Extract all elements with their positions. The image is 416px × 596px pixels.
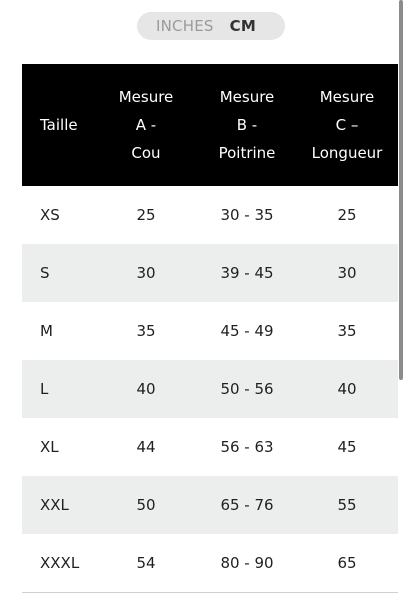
cell-size: L [22, 360, 94, 418]
cell-size: M [40, 322, 53, 340]
header-line: Mesure [118, 88, 174, 106]
cell-size: XS [40, 206, 60, 224]
size-chart-header [22, 64, 398, 186]
cell-measure-a: 50 [94, 476, 198, 534]
cell-measure-a: 30 [94, 244, 198, 302]
cell-measure-b: 39 - 45 [198, 244, 296, 302]
header-line: Mesure [219, 88, 275, 106]
table-row [22, 186, 398, 244]
table-row [22, 360, 398, 418]
unit-toggle[interactable] [137, 12, 285, 40]
cell-measure-b: 30 - 35 [220, 206, 274, 224]
cell-measure-c: 65 [337, 554, 357, 572]
cell-measure-c: 35 [337, 322, 357, 340]
size-chart-body [22, 186, 398, 592]
table-row [22, 476, 398, 534]
header-measure-c [296, 64, 398, 186]
cell-measure-b: 50 - 56 [198, 360, 296, 418]
header-measure-b [198, 64, 296, 186]
table-row [22, 418, 398, 476]
header-line: Cou [131, 144, 161, 162]
cell-size: XL [40, 438, 59, 456]
size-chart-table [22, 64, 398, 592]
header-size-line: Taille [40, 116, 78, 134]
header-row [22, 64, 398, 186]
header-line: B - [236, 116, 258, 134]
table-row [22, 302, 398, 360]
cell-size: XXXL [40, 554, 80, 572]
unit-option-inches[interactable]: INCHES [156, 17, 214, 35]
header-measure-a [94, 64, 198, 186]
cell-measure-c: 30 [296, 244, 398, 302]
header-line: Poitrine [218, 144, 276, 162]
table-row [22, 244, 398, 302]
cell-measure-c: 45 [337, 438, 357, 456]
table-bottom-divider [22, 592, 398, 593]
header-size [22, 64, 94, 186]
header-line: C – [335, 116, 359, 134]
cell-measure-c: 40 [296, 360, 398, 418]
cell-measure-b: 65 - 76 [198, 476, 296, 534]
cell-measure-a: 35 [136, 322, 156, 340]
cell-measure-c: 25 [337, 206, 357, 224]
cell-measure-b: 80 - 90 [220, 554, 274, 572]
cell-size: XXL [22, 476, 94, 534]
cell-measure-b: 56 - 63 [220, 438, 274, 456]
header-line: Mesure [319, 88, 375, 106]
table-row [22, 534, 398, 592]
unit-option-cm[interactable]: CM [229, 17, 256, 35]
cell-measure-c: 55 [296, 476, 398, 534]
scrollbar-thumb[interactable] [399, 0, 403, 380]
cell-measure-a: 54 [136, 554, 156, 572]
cell-size: S [22, 244, 94, 302]
cell-measure-a: 25 [136, 206, 156, 224]
cell-measure-a: 40 [94, 360, 198, 418]
cell-measure-a: 44 [136, 438, 156, 456]
header-line: A - [135, 116, 157, 134]
cell-measure-b: 45 - 49 [220, 322, 274, 340]
header-line: Longueur [311, 144, 383, 162]
